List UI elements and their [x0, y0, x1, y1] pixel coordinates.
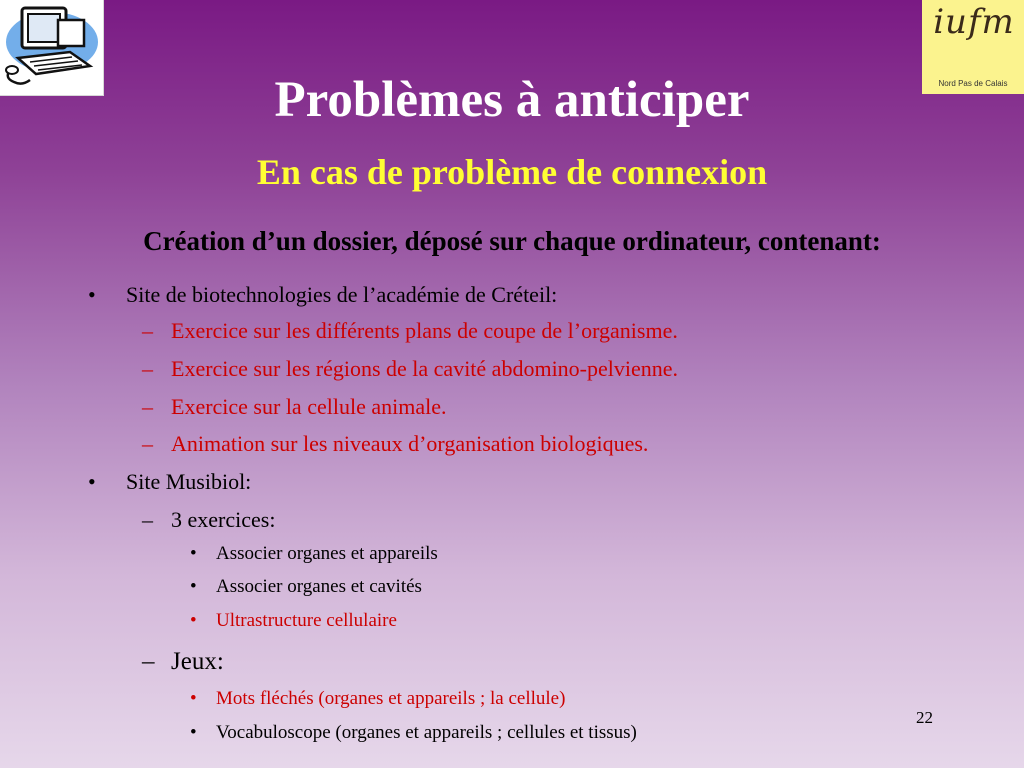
section-heading: Création d’un dossier, déposé sur chaque ordinateur, contenant:: [143, 226, 881, 256]
bullet-marker: •: [88, 282, 96, 307]
list-item-site-musibiol: Site Musibiol:: [126, 469, 252, 494]
bullet-marker: •: [88, 469, 96, 494]
bullet-marker: •: [190, 543, 197, 564]
dash-marker: –: [142, 356, 153, 381]
list-item-exercise: Exercice sur la cellule animale.: [171, 394, 447, 419]
bullet-marker: •: [190, 722, 197, 743]
list-item-sub: Ultrastructure cellulaire: [216, 610, 397, 631]
iufm-logo-text: iufm: [933, 2, 1015, 42]
list-item-sub: Associer organes et appareils: [216, 543, 438, 564]
bullet-marker: •: [190, 610, 197, 631]
list-item-site-biotechnologies: Site de biotechnologies de l’académie de Créteil:: [126, 282, 558, 307]
list-item-exercise: Exercice sur les différents plans de coupe de l’organisme.: [171, 318, 678, 343]
list-item-exercices: 3 exercices:: [171, 507, 276, 532]
slide-title: Problèmes à anticiper: [274, 72, 750, 128]
list-item-animation: Animation sur les niveaux d’organisation biologiques.: [171, 431, 649, 456]
dash-marker: –: [142, 431, 153, 456]
list-item-jeux: Jeux:: [171, 648, 224, 675]
slide-subtitle: En cas de problème de connexion: [256, 152, 768, 192]
list-item-sub: Vocabuloscope (organes et appareils ; cellules et tissus): [216, 722, 637, 743]
list-item-sub: Mots fléchés (organes et appareils ; la cellule): [216, 688, 566, 709]
iufm-logo-subtitle: Nord Pas de Calais: [938, 79, 1008, 88]
dash-marker: –: [142, 648, 155, 675]
bullet-marker: •: [190, 576, 197, 597]
list-item-sub: Associer organes et cavités: [216, 576, 422, 597]
bullet-marker: •: [190, 688, 197, 709]
page-number: 22: [916, 708, 933, 727]
dash-marker: –: [142, 394, 153, 419]
dash-marker: –: [142, 318, 153, 343]
list-item-exercise: Exercice sur les régions de la cavité abdomino-pelvienne.: [171, 356, 679, 381]
dash-marker: –: [142, 507, 153, 532]
